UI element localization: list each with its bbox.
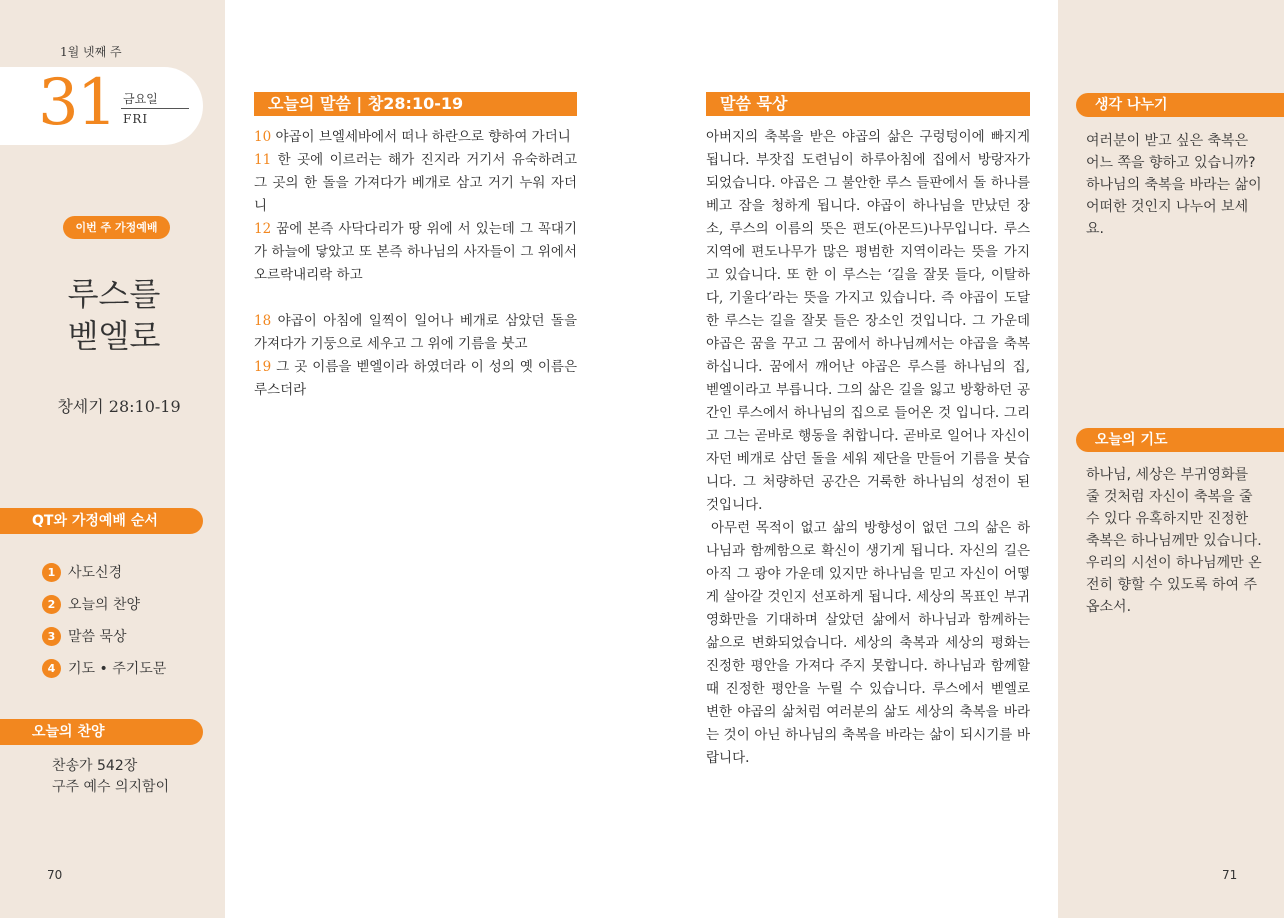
sermon-title-line2: 벧엘로 <box>67 317 161 355</box>
order-item-label: 기도 • 주기도문 <box>68 661 167 677</box>
verse-text: 한 곳에 이르러는 해가 진지라 거기서 유숙하려고 그 곳의 한 돌을 가져다가 베개로 삼고 거기 누워 자더니 <box>254 152 577 214</box>
list-item <box>42 652 166 684</box>
meditation-paragraph: 아무런 목적이 없고 삶의 방향성이 없던 그의 삶은 하나님과 함께함으로 확신이 생기게 됩니다. 자신의 길은 아직 그 광야 가운데 있지만 하나님을 믿고 자신이 어떻게 살아갈 것인지 선포하게 됩니다. 세상의 목표인 부귀영화만을 기대하며 살았던 삶에서 하나님과 함께하는 삶으로 변화되었습니다. 세상의 축복과 세상의 평화는 진정한 평안을 가져다 주지 못합니다. 하나님과 함께할 때 진정한 평안을 누릴 수 있습니다. 루스에서 벧엘로 변한 야곱의 삶처럼 여러분의 삶도 세상의 축복을 바라는 것이 아닌 하나님의 축복을 바라는 삶이 되시기를 바랍니다. <box>706 520 1030 766</box>
order-item-label: 말씀 묵상 <box>68 629 127 645</box>
sermon-title-line1: 루스를 <box>67 275 161 313</box>
date-divider <box>121 108 189 109</box>
verse <box>254 218 577 287</box>
number-badge: 4 <box>42 659 61 678</box>
scripture-heading: 오늘의 말씀 | 창28:10-19 <box>254 92 577 116</box>
meditation-paragraph: 아버지의 축복을 받은 야곱의 삶은 구렁텅이에 빠지게 됩니다. 부잣집 도련님이 하루아침에 집에서 방랑자가 되었습니다. 야곱은 그 불안한 루스 들판에서 돌 하나를 베고 잠을 청하게 됩니다. 야곱이 하나님을 만났던 장소, 루스의 이름의 뜻은 편도(아몬드)나무입니다. 루스 지역에 편도나무가 많은 평범한 지역이라는 뜻을 가지고 있습니다. 또 한 이 루스는 ‘길을 잘못 들다, 이탈하다, 기울다’라는 뜻을 가지고 있습니다. 즉 야곱이 도달한 루스는 길을 잘못 들은 장소인 것입니다. 그 가운데 야곱은 꿈을 꾸고 그 꿈에서 하나님께서는 야곱을 축복하십니다. 꿈에서 깨어난 야곱은 루스를 하나님의 집, 벧엘이라고 부릅니다. 그의 삶은 길을 잃고 방황하던 공간인 루스에서 하나님의 집으로 들어온 것 입니다. 그리고 그는 곧바로 행동을 취합니다. 곧바로 일어나 자신이 자던 베개로 삼던 돌을 세워 제단을 만들어 기름을 붓습니다. 그 처량하던 공간은 거룩한 하나님의 성전이 된 것입니다. <box>706 129 1030 513</box>
verse-number: 19 <box>254 359 272 375</box>
number-badge: 2 <box>42 595 61 614</box>
verse-gap <box>254 287 577 310</box>
verse-text: 그 곳 이름을 벧엘이라 하였더라 이 성의 옛 이름은 루스더라 <box>254 359 577 398</box>
verse-number: 18 <box>254 313 272 329</box>
hymn-number: 찬송가 542장 <box>52 758 138 774</box>
verse-text: 야곱이 브엘세바에서 떠나 하란으로 향하여 가더니 <box>271 129 571 145</box>
verse-number: 10 <box>254 129 272 145</box>
share-heading: 생각 나누기 <box>1076 93 1284 117</box>
hymn-info <box>52 756 169 798</box>
verse-number: 11 <box>254 152 272 168</box>
verse <box>254 149 577 218</box>
number-badge: 3 <box>42 627 61 646</box>
share-text: 여러분이 받고 싶은 축복은 어느 쪽을 향하고 있습니까? 하나님의 축복을 바라는 삶이 어떠한 것인지 나누어 보세요. <box>1086 133 1262 237</box>
page-number-left: 70 <box>47 868 63 882</box>
day-korean: 금요일 <box>123 92 158 106</box>
order-item-label: 오늘의 찬양 <box>68 597 141 613</box>
verse <box>254 310 577 356</box>
prayer-text: 하나님, 세상은 부귀영화를 줄 것처럼 자신이 축복을 줄 수 있다 유혹하지만 진정한 축복은 하나님께만 있습니다. 우리의 시선이 하나님께만 온전히 향할 수 있도록 하여 주옵소서. <box>1086 467 1262 615</box>
verse <box>254 126 577 149</box>
order-item-label: 사도신경 <box>68 565 123 581</box>
page-number-right: 71 <box>1222 868 1238 882</box>
list-item <box>42 620 166 652</box>
day-english: FRI <box>123 112 149 126</box>
week-label: 1월 넷째 주 <box>60 45 122 59</box>
prayer-heading: 오늘의 기도 <box>1076 428 1284 452</box>
order-list <box>42 556 166 684</box>
date-number: 31 <box>38 66 116 140</box>
number-badge: 1 <box>42 563 61 582</box>
sermon-reference: 창세기 28:10-19 <box>57 397 181 416</box>
order-heading: QT와 가정예배 순서 <box>0 508 203 534</box>
list-item <box>42 588 166 620</box>
verse-number: 12 <box>254 221 272 237</box>
verse-text: 야곱이 아침에 일찍이 일어나 베개로 삼았던 돌을 가져다가 기둥으로 세우고 그 위에 기름을 붓고 <box>254 313 577 352</box>
scripture-text <box>254 126 577 402</box>
hymn-heading: 오늘의 찬양 <box>0 719 203 745</box>
list-item <box>42 556 166 588</box>
meditation-heading: 말씀 묵상 <box>706 92 1030 116</box>
verse <box>254 356 577 402</box>
worship-badge: 이번 주 가정예배 <box>63 216 170 239</box>
hymn-name: 구주 예수 의지함이 <box>52 779 170 795</box>
sermon-title <box>0 273 228 357</box>
verse-text: 꿈에 본즉 사닥다리가 땅 위에 서 있는데 그 꼭대기가 하늘에 닿았고 또 본즉 하나님의 사자들이 그 위에서 오르락내리락 하고 <box>254 221 577 283</box>
meditation-text <box>706 126 1030 770</box>
